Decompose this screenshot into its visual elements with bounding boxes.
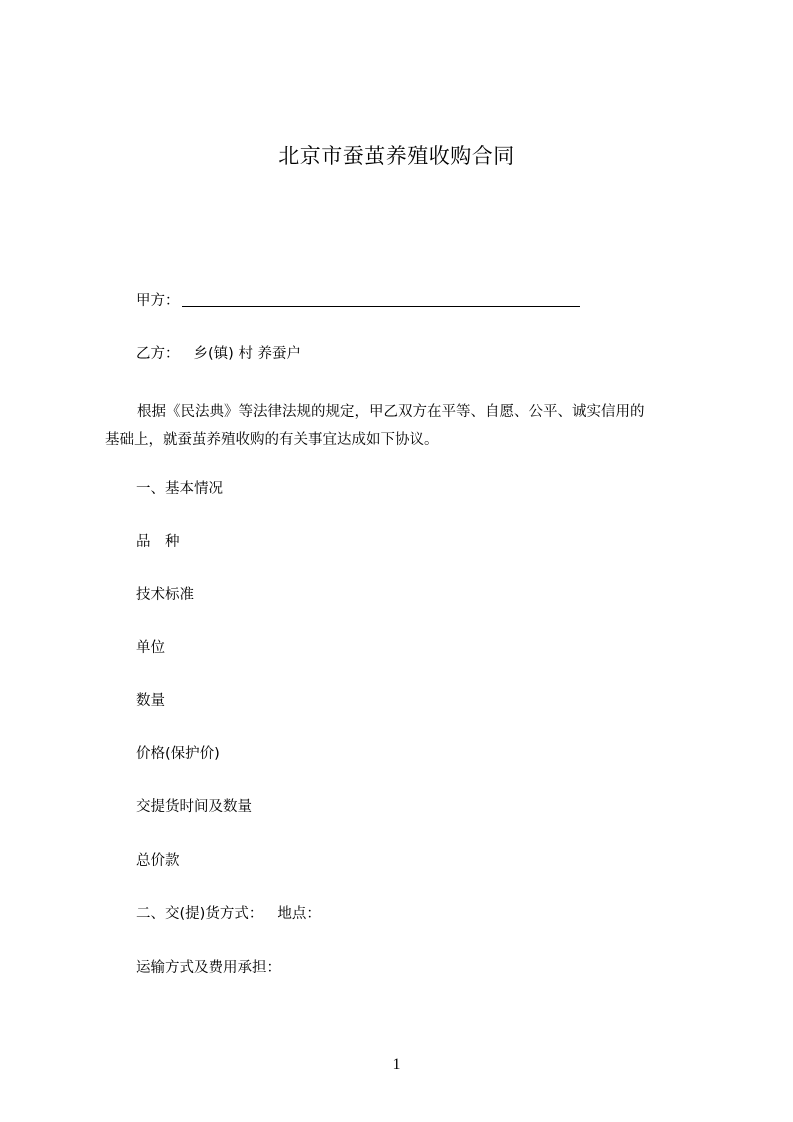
- section-2-heading: 二、交(提)货方式：: [136, 906, 264, 922]
- item-quantity: 数量: [136, 693, 165, 709]
- party-a-line: [136, 291, 580, 311]
- party-a-blank: [182, 292, 580, 307]
- party-a-label: 甲方：: [136, 293, 180, 309]
- document-title: 北京市蚕茧养殖收购合同: [278, 144, 515, 168]
- party-b-label: 乙方：: [136, 346, 180, 362]
- preamble-line-2: 基础上，就蚕茧养殖收购的有关事宜达成如下协议。: [105, 432, 439, 448]
- item-unit: 单位: [136, 640, 165, 656]
- item-technical-standard: 技术标准: [136, 587, 194, 603]
- party-b-household: 养蚕户: [257, 346, 302, 362]
- section-2-location: 地点：: [277, 906, 321, 922]
- section-1-heading: 一、基本情况: [136, 481, 223, 497]
- item-total-price: 总价款: [136, 853, 180, 869]
- party-b-township: 乡(镇): [193, 346, 234, 362]
- item-variety: 品 种: [136, 534, 180, 550]
- page-number: 1: [392, 1056, 401, 1073]
- party-b-line: [136, 344, 301, 364]
- transport-label: 运输方式及费用承担：: [136, 960, 281, 976]
- preamble-line-1: 根据《民法典》等法律法规的规定，甲乙双方在平等、自愿、公平、诚实信用的: [137, 404, 645, 420]
- preamble-paragraph: [105, 398, 700, 454]
- party-b-village: 村: [238, 346, 253, 362]
- section-2-line: [136, 904, 321, 924]
- item-delivery-time: 交提货时间及数量: [136, 799, 252, 815]
- item-price: 价格(保护价): [136, 746, 220, 762]
